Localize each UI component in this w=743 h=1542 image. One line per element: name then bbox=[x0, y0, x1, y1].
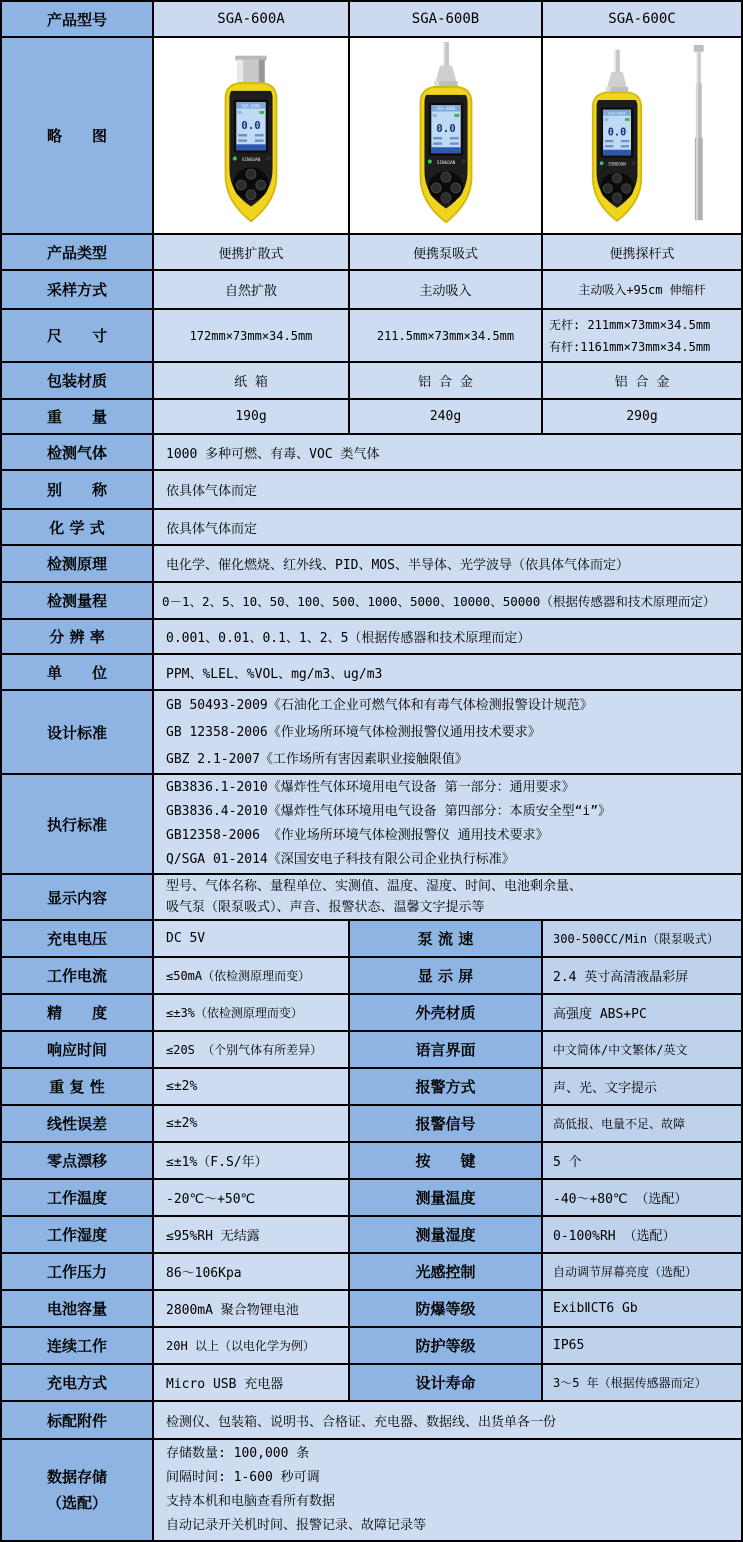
svg-text:0.0: 0.0 bbox=[607, 127, 627, 139]
spec-label: 检测原理 bbox=[2, 546, 154, 581]
spec-label: 化 学 式 bbox=[2, 510, 154, 544]
table-row bbox=[2, 1402, 741, 1440]
spec-value: 检测仪、包装箱、说明书、合格证、充电器、数据线、出货单各一份 bbox=[154, 1402, 741, 1438]
model-name-c: SGA-600C bbox=[543, 2, 741, 36]
spec-value-multiline bbox=[154, 875, 741, 919]
spec-value: PPM、%LEL、%VOL、mg/m3、ug/m3 bbox=[154, 655, 741, 689]
spec-value: DC 5V bbox=[154, 921, 350, 956]
spec-value: 便携扩散式 bbox=[154, 235, 350, 269]
spec-value-multiline bbox=[154, 1440, 741, 1540]
spec-label: 设计寿命 bbox=[350, 1365, 543, 1400]
svg-text:0.0: 0.0 bbox=[241, 119, 261, 133]
spec-value: 纸 箱 bbox=[154, 363, 350, 398]
spec-value: 2.4 英寸高清液晶彩屏 bbox=[543, 958, 741, 993]
spec-label: 测量湿度 bbox=[350, 1217, 543, 1252]
size-line: 有杆:1161mm×73mm×34.5mm bbox=[549, 339, 711, 354]
table-row bbox=[2, 1440, 741, 1540]
spec-value: 自然扩散 bbox=[154, 271, 350, 308]
spec-value: 211.5mm×73mm×34.5mm bbox=[350, 310, 543, 361]
spec-value: ≤50mA（依检测原理而变） bbox=[154, 958, 350, 993]
spec-label: 泵 流 速 bbox=[350, 921, 543, 956]
spec-label: 充电方式 bbox=[2, 1365, 154, 1400]
spec-value: 依具体气体而定 bbox=[154, 510, 741, 544]
spec-label: 响应时间 bbox=[2, 1032, 154, 1067]
standard-line: GB 50493-2009《石油化工企业可燃气体和有毒气体检测报警设计规范》 bbox=[166, 697, 593, 713]
spec-value: 铝 合 金 bbox=[350, 363, 543, 398]
spec-value: 主动吸入+95cm 伸缩杆 bbox=[543, 271, 741, 308]
spec-label-line: 数据存储 bbox=[46, 1468, 107, 1486]
spec-value: 0－1、2、5、10、50、100、500、1000、5000、10000、50000（根据传感器和技术原理而定） bbox=[154, 583, 741, 618]
standard-line: GB12358-2006 《作业场所环境气体检测报警仪 通用技术要求》 bbox=[166, 828, 549, 843]
spec-value: -40～+80℃ （选配） bbox=[543, 1180, 741, 1215]
model-name-a: SGA-600A bbox=[154, 2, 350, 36]
spec-label: 重 复 性 bbox=[2, 1069, 154, 1104]
spec-value: ≤±3%（依检测原理而变） bbox=[154, 995, 350, 1030]
spec-label-data-storage bbox=[2, 1440, 154, 1540]
spec-label: 工作湿度 bbox=[2, 1217, 154, 1252]
table-row bbox=[2, 1254, 741, 1291]
svg-text:SINGOAN: SINGOAN bbox=[241, 157, 261, 163]
spec-label: 工作电流 bbox=[2, 958, 154, 993]
size-line: 无杆: 211mm×73mm×34.5mm bbox=[549, 317, 711, 332]
spec-value: 依具体气体而定 bbox=[154, 471, 741, 508]
table-row bbox=[2, 921, 741, 958]
table-row bbox=[2, 1032, 741, 1069]
spec-value: 电化学、催化燃烧、红外线、PID、MOS、半导体、光学波导（依具体气体而定） bbox=[154, 546, 741, 581]
spec-label: 尺 寸 bbox=[2, 310, 154, 361]
spec-value: 290g bbox=[543, 400, 741, 433]
storage-line: 支持本机和电脑查看所有数据 bbox=[166, 1494, 336, 1509]
standard-line: Q/SGA 01-2014《深国安电子科技有限公司企业执行标准》 bbox=[166, 852, 515, 867]
spec-value: 0.001、0.01、0.1、1、2、5（根据传感器和技术原理而定） bbox=[154, 620, 741, 653]
spec-value: 1000 多种可燃、有毒、VOC 类气体 bbox=[154, 435, 741, 469]
spec-value: 主动吸入 bbox=[350, 271, 543, 308]
spec-value bbox=[543, 310, 741, 361]
svg-text:0.0: 0.0 bbox=[435, 122, 456, 136]
storage-line: 存储数量: 100,000 条 bbox=[166, 1446, 310, 1461]
table-row-sketch bbox=[2, 38, 741, 235]
table-row bbox=[2, 655, 741, 691]
spec-label: 语言界面 bbox=[350, 1032, 543, 1067]
table-row bbox=[2, 583, 741, 620]
table-row bbox=[2, 995, 741, 1032]
spec-label: 工作温度 bbox=[2, 1180, 154, 1215]
spec-value: ≤±1%（F.S/年） bbox=[154, 1143, 350, 1178]
spec-label: 采样方式 bbox=[2, 271, 154, 308]
table-row bbox=[2, 546, 741, 583]
spec-value: 86～106Kpa bbox=[154, 1254, 350, 1289]
spec-label: 充电电压 bbox=[2, 921, 154, 956]
spec-value: 172mm×73mm×34.5mm bbox=[154, 310, 350, 361]
table-row bbox=[2, 310, 741, 363]
standard-line: GBZ 2.1-2007《工作场所有害因素职业接触限值》 bbox=[166, 751, 468, 767]
spec-label: 按 键 bbox=[350, 1143, 543, 1178]
spec-label: 光感控制 bbox=[350, 1254, 543, 1289]
table-row bbox=[2, 363, 741, 400]
spec-value: ≤±2% bbox=[154, 1069, 350, 1104]
spec-label: 显示内容 bbox=[2, 875, 154, 919]
table-row bbox=[2, 235, 741, 271]
spec-value: 2800mA 聚合物锂电池 bbox=[154, 1291, 350, 1326]
spec-label: 别 称 bbox=[2, 471, 154, 508]
spec-value: 高低报、电量不足、故障 bbox=[543, 1106, 741, 1141]
gas-detector-illustration-c bbox=[556, 40, 728, 231]
spec-label: 线性误差 bbox=[2, 1106, 154, 1141]
spec-value-multiline bbox=[154, 775, 741, 873]
table-row bbox=[2, 400, 741, 435]
spec-value: ≤20S （个别气体有所差异） bbox=[154, 1032, 350, 1067]
spec-label: 包装材质 bbox=[2, 363, 154, 398]
telescopic-probe-rod bbox=[694, 45, 704, 220]
spec-value: Micro USB 充电器 bbox=[154, 1365, 350, 1400]
spec-value: 3～5 年（根据传感器而定） bbox=[543, 1365, 741, 1400]
storage-line: 自动记录开关机时间、报警记录、故障记录等 bbox=[166, 1518, 427, 1533]
table-row bbox=[2, 271, 741, 310]
table-row bbox=[2, 1365, 741, 1402]
device-photo-sga-600c bbox=[543, 38, 741, 233]
spec-label: 零点漂移 bbox=[2, 1143, 154, 1178]
spec-label: 产品类型 bbox=[2, 235, 154, 269]
spec-label: 电池容量 bbox=[2, 1291, 154, 1326]
spec-label: 检测量程 bbox=[2, 583, 154, 618]
spec-label: 分 辨 率 bbox=[2, 620, 154, 653]
spec-value: ≤±2% bbox=[154, 1106, 350, 1141]
spec-value: 自动调节屏幕亮度（选配） bbox=[543, 1254, 741, 1289]
spec-label: 执行标准 bbox=[2, 775, 154, 873]
spec-label: 工作压力 bbox=[2, 1254, 154, 1289]
spec-value: 铝 合 金 bbox=[543, 363, 741, 398]
spec-value: ≤95%RH 无结露 bbox=[154, 1217, 350, 1252]
spec-value: 便携探杆式 bbox=[543, 235, 741, 269]
spec-label-line: （选配） bbox=[46, 1494, 107, 1512]
table-row bbox=[2, 958, 741, 995]
spec-value: 便携泵吸式 bbox=[350, 235, 543, 269]
svg-text:SINGOAN: SINGOAN bbox=[436, 160, 455, 166]
storage-line: 间隔时间: 1-600 秒可调 bbox=[166, 1470, 320, 1485]
table-row bbox=[2, 1291, 741, 1328]
table-row bbox=[2, 1069, 741, 1106]
spec-label: 报警方式 bbox=[350, 1069, 543, 1104]
table-row bbox=[2, 471, 741, 510]
svg-text:SINGOAN: SINGOAN bbox=[608, 161, 626, 167]
spec-value: IP65 bbox=[543, 1328, 741, 1363]
display-line: 吸气泵（限泵吸式）、声音、报警状态、温馨文字提示等 bbox=[166, 900, 485, 915]
svg-text:SGA-600B: SGA-600B bbox=[436, 106, 455, 112]
table-row bbox=[2, 1180, 741, 1217]
device-photo-sga-600b bbox=[350, 38, 543, 233]
table-row bbox=[2, 875, 741, 921]
device-photo-sga-600a bbox=[154, 38, 350, 233]
spec-value: 300-500CC/Min（限泵吸式） bbox=[543, 921, 741, 956]
svg-text:SGA-600A: SGA-600A bbox=[241, 103, 261, 109]
table-row bbox=[2, 1217, 741, 1254]
spec-label: 外壳材质 bbox=[350, 995, 543, 1030]
table-row-header bbox=[2, 2, 741, 38]
spec-label: 重 量 bbox=[2, 400, 154, 433]
spec-value: 0-100%RH （选配） bbox=[543, 1217, 741, 1252]
table-row bbox=[2, 1143, 741, 1180]
table-row bbox=[2, 435, 741, 471]
table-row bbox=[2, 691, 741, 775]
table-row bbox=[2, 1328, 741, 1365]
spec-value: 声、光、文字提示 bbox=[543, 1069, 741, 1104]
spec-value: 240g bbox=[350, 400, 543, 433]
display-line: 型号、气体名称、量程单位、实测值、温度、湿度、时间、电池剩余量、 bbox=[166, 879, 583, 894]
gas-detector-illustration-a bbox=[181, 40, 321, 231]
spec-value: 5 个 bbox=[543, 1143, 741, 1178]
spec-label: 测量温度 bbox=[350, 1180, 543, 1215]
model-name-b: SGA-600B bbox=[350, 2, 543, 36]
standard-line: GB3836.1-2010《爆炸性气体环境用电气设备 第一部分：通用要求》 bbox=[166, 780, 575, 795]
table-row bbox=[2, 1106, 741, 1143]
spec-value: ExibⅡCT6 Gb bbox=[543, 1291, 741, 1326]
standard-line: GB 12358-2006《作业场所环境气体检测报警仪通用技术要求》 bbox=[166, 724, 541, 740]
spec-value-multiline bbox=[154, 691, 741, 773]
gas-detector-illustration-b bbox=[376, 40, 516, 231]
spec-label-sketch: 略 图 bbox=[2, 38, 154, 233]
spec-value: 190g bbox=[154, 400, 350, 433]
spec-label: 防护等级 bbox=[350, 1328, 543, 1363]
spec-label: 报警信号 bbox=[350, 1106, 543, 1141]
spec-label-product-model: 产品型号 bbox=[2, 2, 154, 36]
spec-label: 显 示 屏 bbox=[350, 958, 543, 993]
spec-label: 设计标准 bbox=[2, 691, 154, 773]
spec-label: 连续工作 bbox=[2, 1328, 154, 1363]
svg-text:SGA-600C: SGA-600C bbox=[608, 111, 626, 116]
spec-label: 精 度 bbox=[2, 995, 154, 1030]
spec-value: -20℃～+50℃ bbox=[154, 1180, 350, 1215]
spec-value: 20H 以上（以电化学为例） bbox=[154, 1328, 350, 1363]
spec-value: 中文简体/中文繁体/英文 bbox=[543, 1032, 741, 1067]
spec-label: 防爆等级 bbox=[350, 1291, 543, 1326]
table-row bbox=[2, 775, 741, 875]
spec-value: 高强度 ABS+PC bbox=[543, 995, 741, 1030]
spec-label: 检测气体 bbox=[2, 435, 154, 469]
table-row bbox=[2, 510, 741, 546]
table-row bbox=[2, 620, 741, 655]
standard-line: GB3836.4-2010《爆炸性气体环境用电气设备 第四部分：本质安全型“i”》 bbox=[166, 804, 612, 819]
spec-label: 单 位 bbox=[2, 655, 154, 689]
spec-label: 标配附件 bbox=[2, 1402, 154, 1438]
